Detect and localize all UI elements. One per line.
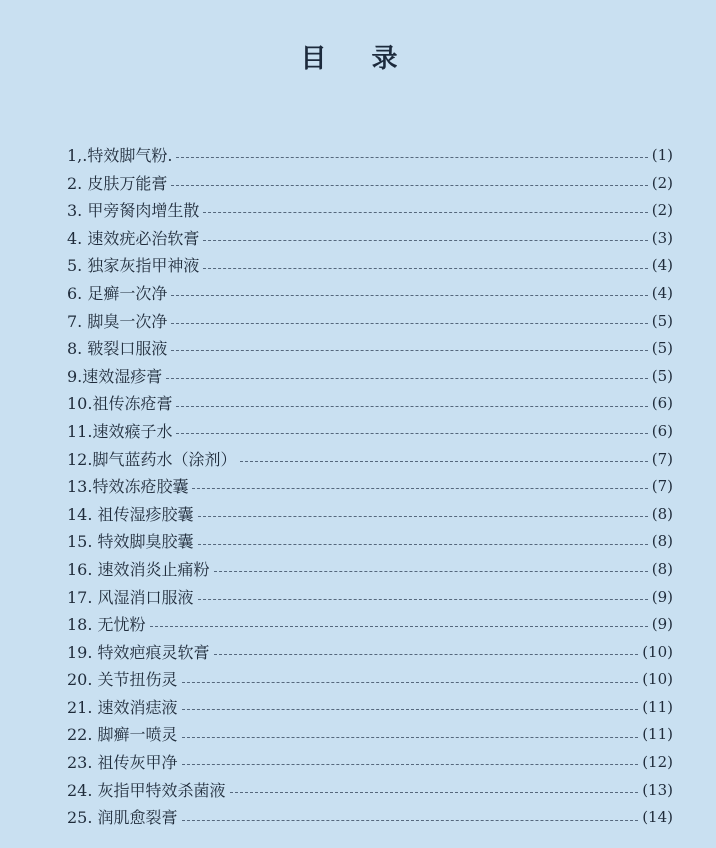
toc-leader-line — [182, 737, 639, 738]
toc-entry-label: 5. 独家灰指甲神液 — [67, 256, 200, 276]
toc-entry — [67, 142, 673, 170]
toc-page-number: (14) — [642, 808, 673, 827]
toc-page-number: (8) — [651, 559, 673, 578]
toc-entry-label: 11.速效瘊子水 — [67, 421, 173, 441]
toc-page-number: (1) — [651, 146, 673, 164]
toc-leader-line — [176, 406, 647, 407]
toc-entry — [67, 197, 673, 225]
toc-page-number: (8) — [651, 532, 673, 551]
toc-entry — [67, 363, 673, 391]
toc-page-number: (6) — [651, 394, 673, 413]
toc-page-number: (13) — [642, 780, 673, 799]
toc-entry-label: 22. 脚癣一喷灵 — [67, 725, 178, 745]
toc-leader-line — [198, 544, 648, 545]
toc-entry-label: 20. 关节扭伤灵 — [67, 670, 178, 690]
toc-entry — [67, 584, 673, 612]
toc-entry-label: 6. 足癣一次净 — [67, 283, 168, 303]
toc-entry — [67, 721, 673, 749]
toc-entry-label: 24. 灰指甲特效杀菌液 — [67, 780, 226, 800]
toc-entry — [67, 252, 673, 280]
toc-leader-line — [182, 764, 639, 765]
toc-page-number: (6) — [651, 421, 673, 440]
toc-entry — [67, 225, 673, 253]
toc-page-number: (12) — [642, 753, 673, 772]
toc-entry-label: 8. 皲裂口服液 — [67, 339, 168, 359]
toc-leader-line — [203, 212, 647, 213]
toc-leader-line — [230, 792, 639, 793]
toc-leader-line — [214, 571, 648, 572]
toc-leader-line — [198, 516, 648, 517]
toc-entry — [67, 501, 673, 529]
toc-page-number: (4) — [651, 283, 673, 302]
toc-page-number: (4) — [651, 256, 673, 275]
toc-leader-line — [192, 488, 647, 489]
toc-leader-line — [203, 240, 647, 241]
toc-entry-label: 17. 风湿消口服液 — [67, 587, 194, 607]
toc-leader-line — [171, 350, 647, 351]
toc-entry-label: 25. 润肌愈裂膏 — [67, 808, 178, 828]
toc-page-number: (11) — [642, 697, 673, 716]
toc-entry-label: 21. 速效消痣液 — [67, 697, 178, 717]
toc-entry-label: 13.特效冻疮胶囊 — [67, 477, 189, 497]
toc-entry — [67, 390, 673, 418]
toc-leader-line — [203, 268, 647, 269]
toc-entry — [67, 335, 673, 363]
toc-leader-line — [150, 626, 648, 627]
toc-entry-label: 15. 特效脚臭胶囊 — [67, 532, 194, 552]
toc-page-number: (11) — [642, 725, 673, 744]
toc-page-number: (9) — [651, 587, 673, 606]
toc-entry — [67, 473, 673, 501]
toc-leader-line — [176, 157, 647, 158]
toc-leader-line — [182, 682, 639, 683]
toc-leader-line — [171, 323, 647, 324]
page-title: 目 录 — [300, 44, 416, 74]
toc-page-number: (2) — [651, 201, 673, 220]
toc-entry-label: 12.脚气蓝药水（涂剂） — [67, 449, 237, 469]
toc-leader-line — [171, 295, 647, 296]
toc-entry — [67, 308, 673, 336]
toc-page-number: (8) — [651, 504, 673, 523]
toc-entry-label: 18. 无忧粉 — [67, 615, 146, 635]
toc-entry — [67, 280, 673, 308]
toc-leader-line — [198, 599, 648, 600]
toc-entry — [67, 804, 673, 832]
toc-entry — [67, 694, 673, 722]
toc-page-number: (5) — [651, 339, 673, 358]
toc-page-number: (7) — [651, 449, 673, 468]
toc-leader-line — [182, 820, 639, 821]
toc-leader-line — [176, 433, 647, 434]
toc-leader-line — [240, 461, 647, 462]
toc-entry-label: 10.祖传冻疮膏 — [67, 394, 173, 414]
toc-page-number: (3) — [651, 228, 673, 247]
toc-page-number: (5) — [651, 311, 673, 330]
table-of-contents — [67, 142, 673, 832]
toc-entry — [67, 446, 673, 474]
toc-entry-label: 1,.特效脚气粉. — [67, 146, 173, 165]
toc-page-number: (9) — [651, 615, 673, 634]
toc-entry-label: 16. 速效消炎止痛粉 — [67, 559, 210, 579]
toc-leader-line — [182, 709, 639, 710]
toc-entry-label: 4. 速效疣必治软膏 — [67, 228, 200, 248]
toc-entry — [67, 418, 673, 446]
toc-entry — [67, 749, 673, 777]
toc-entry-label: 23. 祖传灰甲净 — [67, 753, 178, 773]
toc-page-number: (2) — [651, 173, 673, 192]
toc-page-number: (10) — [642, 670, 673, 689]
toc-entry — [67, 777, 673, 805]
toc-entry — [67, 639, 673, 667]
toc-page-number: (5) — [651, 366, 673, 385]
toc-leader-line — [214, 654, 639, 655]
toc-entry-label: 19. 特效疤痕灵软膏 — [67, 642, 210, 662]
toc-entry — [67, 528, 673, 556]
toc-entry-label: 2. 皮肤万能膏 — [67, 173, 168, 193]
toc-entry-label: 9.速效湿疹膏 — [67, 366, 163, 386]
toc-entry-label: 14. 祖传湿疹胶囊 — [67, 504, 194, 524]
toc-entry-label: 3. 甲旁胬肉增生散 — [67, 201, 200, 221]
toc-page-number: (10) — [642, 642, 673, 661]
toc-entry — [67, 556, 673, 584]
toc-entry — [67, 170, 673, 198]
toc-entry — [67, 611, 673, 639]
toc-entry-label: 7. 脚臭一次净 — [67, 311, 168, 331]
toc-leader-line — [166, 378, 647, 379]
toc-page-number: (7) — [651, 477, 673, 496]
toc-leader-line — [171, 185, 647, 186]
toc-entry — [67, 666, 673, 694]
